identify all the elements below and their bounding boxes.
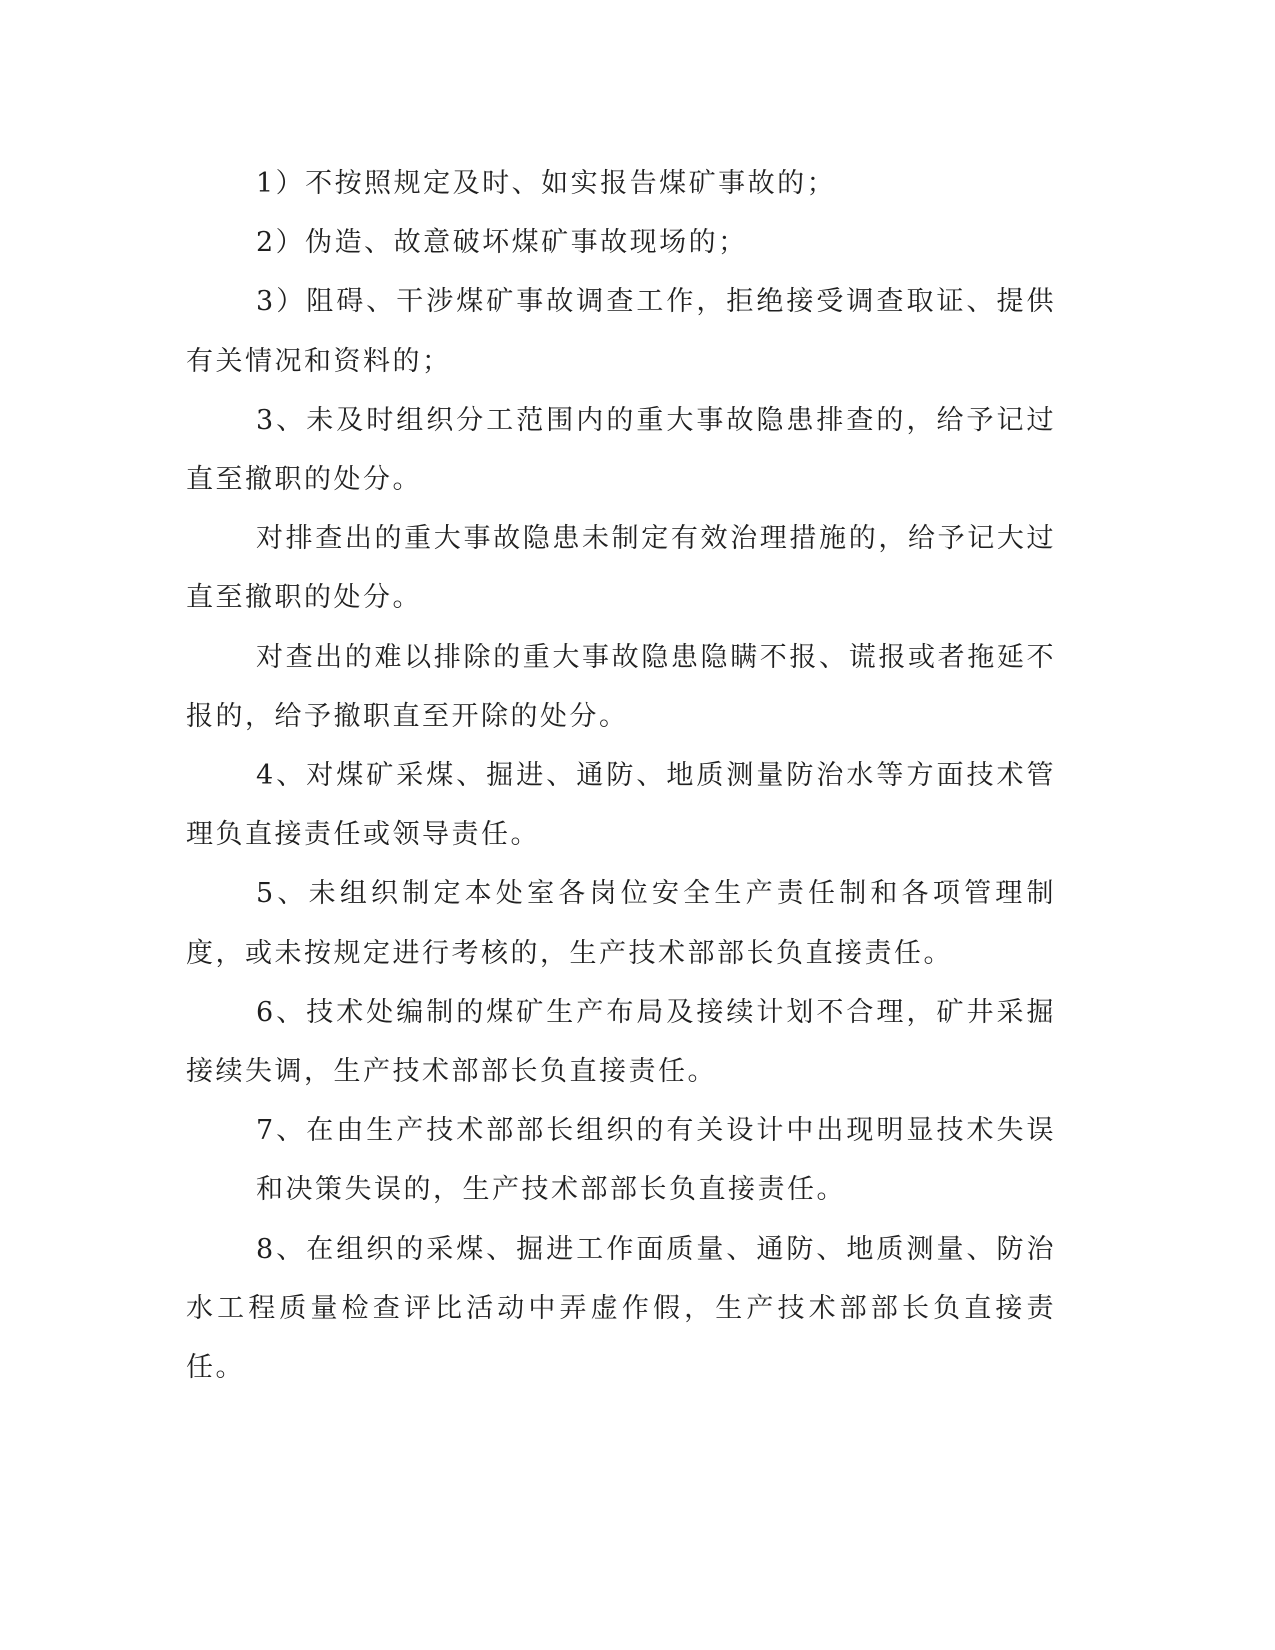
paragraph-8: 5、未组织制定本处室各岗位安全生产责任制和各项管理制度，或未按规定进行考核的，生产技术部部长负直接责任。: [186, 878, 1056, 969]
paragraph-5: 对排查出的重大事故隐患未制定有效治理措施的，给予记大过直至撤职的处分。: [186, 523, 1056, 614]
paragraph-2: 2）伪造、故意破坏煤矿事故现场的；: [256, 227, 748, 259]
paragraph-9: 6、技术处编制的煤矿生产布局及接续计划不合理，矿井采掘接续失调，生产技术部部长负直接责任。: [186, 996, 1056, 1088]
paragraph-10: 7、在由生产技术部部长组织的有关设计中出现明显技术失误和决策失误的，生产技术部部长负直接责任。: [256, 1115, 1056, 1206]
paragraph-11: 8、在组织的采煤、掘进工作面质量、通防、地质测量、防治水工程质量检查评比活动中弄虚作假，生产技术部部长负直接责任。: [186, 1233, 1056, 1384]
paragraph-4: 3、未及时组织分工范围内的重大事故隐患排查的，给予记过直至撤职的处分。: [186, 404, 1056, 496]
paragraph-6: 对查出的难以排除的重大事故隐患隐瞒不报、谎报或者拖延不报的，给予撤职直至开除的处分。: [186, 641, 1056, 732]
paragraph-1: 1）不按照规定及时、如实报告煤矿事故的；: [256, 168, 837, 199]
document-body: [186, 154, 1056, 1397]
paragraph-3: 3）阻碍、干涉煤矿事故调查工作，拒绝接受调查取证、提供有关情况和资料的；: [186, 286, 1056, 377]
paragraph-7: 4、对煤矿采煤、掘进、通防、地质测量防治水等方面技术管理负直接责任或领导责任。: [186, 760, 1056, 851]
